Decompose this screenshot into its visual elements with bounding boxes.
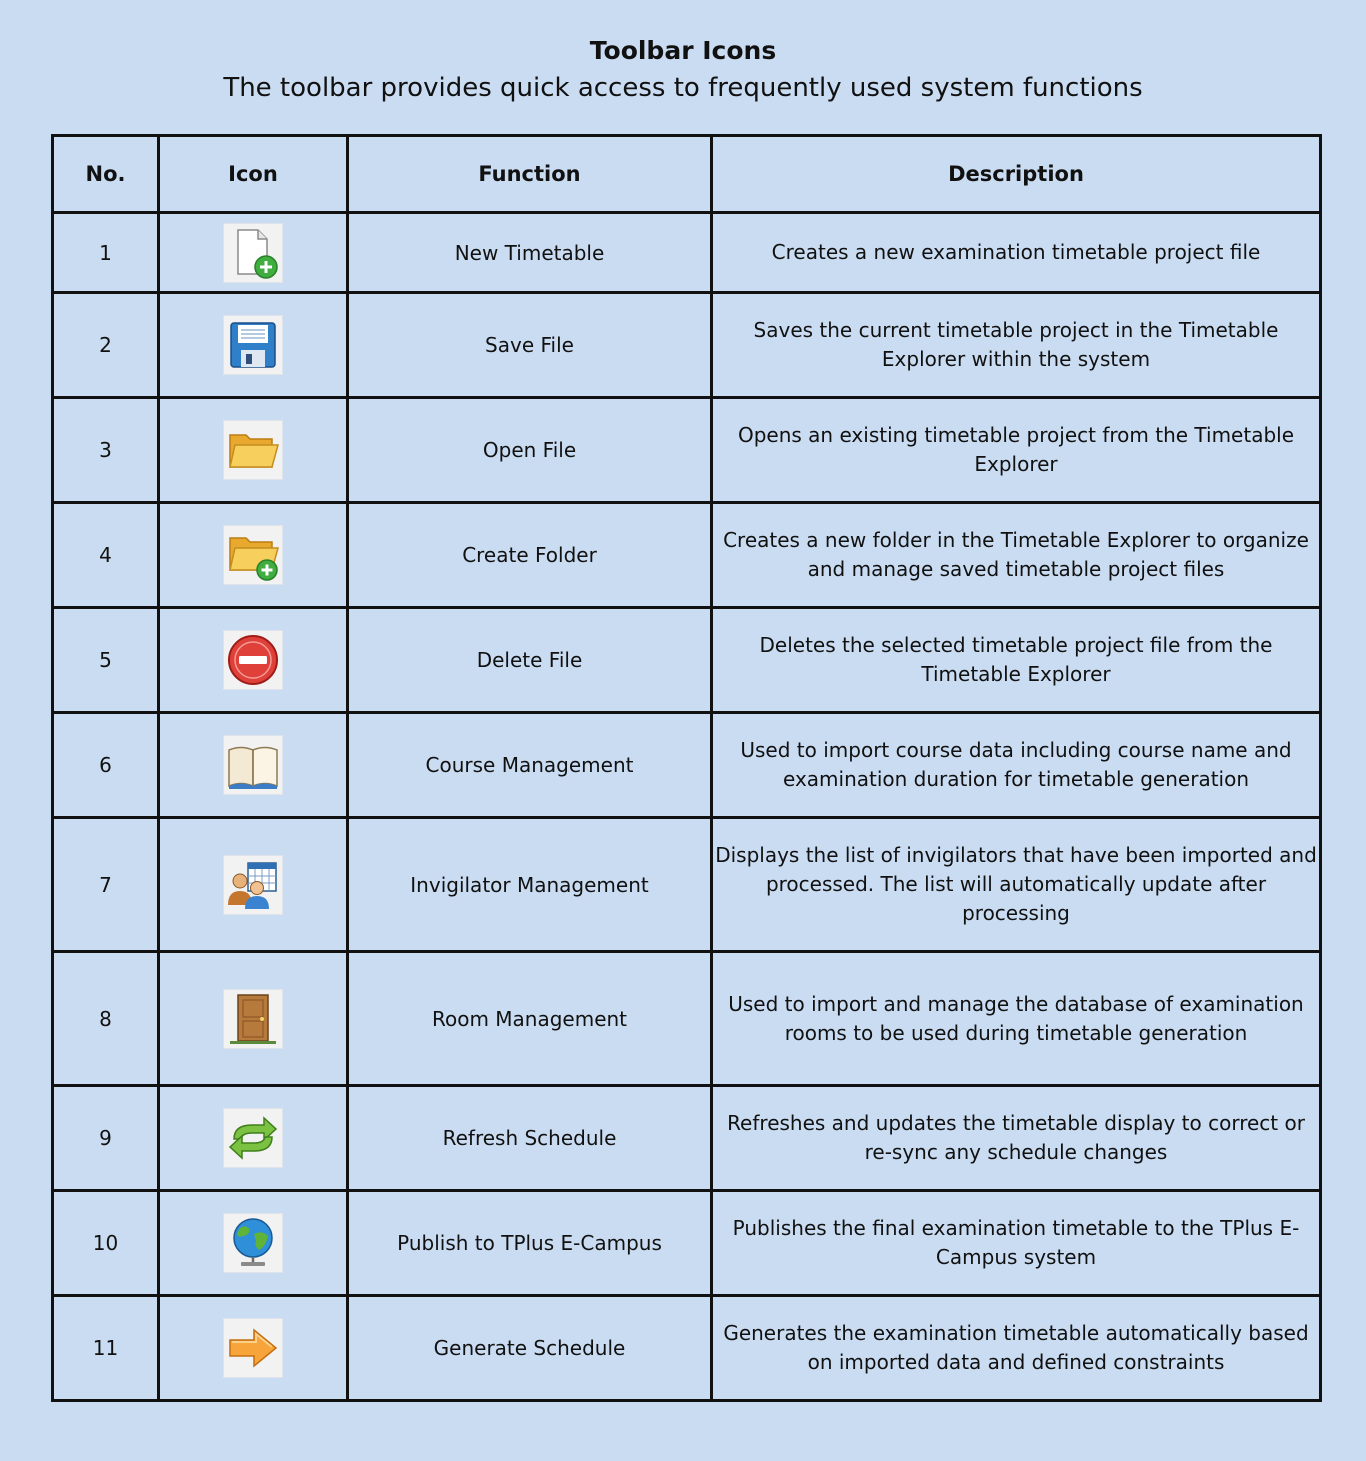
function-description: Creates a new folder in the Timetable Explorer to organize and manage saved timetable project files bbox=[712, 503, 1321, 608]
row-number: 8 bbox=[53, 952, 159, 1086]
table-row bbox=[53, 398, 1321, 503]
page-subtitle: The toolbar provides quick access to frequently used system functions bbox=[223, 73, 1143, 103]
add-folder-icon bbox=[223, 525, 283, 585]
column-header-description: Description bbox=[712, 136, 1321, 213]
row-number: 10 bbox=[53, 1191, 159, 1296]
icon-cell bbox=[159, 398, 348, 503]
table-row bbox=[53, 1086, 1321, 1191]
table-header-row bbox=[53, 136, 1321, 213]
function-name: New Timetable bbox=[348, 213, 712, 293]
table-row bbox=[53, 608, 1321, 713]
table-row bbox=[53, 1191, 1321, 1296]
table-row bbox=[53, 293, 1321, 398]
row-number: 4 bbox=[53, 503, 159, 608]
refresh-arrows-icon bbox=[223, 1108, 283, 1168]
function-name: Course Management bbox=[348, 713, 712, 818]
icon-cell bbox=[159, 1296, 348, 1401]
function-description: Deletes the selected timetable project file from the Timetable Explorer bbox=[712, 608, 1321, 713]
icon-cell bbox=[159, 503, 348, 608]
column-header-function: Function bbox=[348, 136, 712, 213]
door-icon bbox=[223, 989, 283, 1049]
function-name: Publish to TPlus E-Campus bbox=[348, 1191, 712, 1296]
function-description: Creates a new examination timetable project file bbox=[712, 213, 1321, 293]
table-row bbox=[53, 952, 1321, 1086]
row-number: 3 bbox=[53, 398, 159, 503]
function-description: Used to import course data including course name and examination duration for timetable generation bbox=[712, 713, 1321, 818]
column-header-icon: Icon bbox=[159, 136, 348, 213]
row-number: 11 bbox=[53, 1296, 159, 1401]
function-name: Generate Schedule bbox=[348, 1296, 712, 1401]
table-row bbox=[53, 213, 1321, 293]
row-number: 2 bbox=[53, 293, 159, 398]
icon-cell bbox=[159, 213, 348, 293]
function-name: Open File bbox=[348, 398, 712, 503]
row-number: 6 bbox=[53, 713, 159, 818]
function-description: Displays the list of invigilators that have been imported and processed. The list will automatically update after processing bbox=[712, 818, 1321, 952]
right-arrow-icon bbox=[223, 1318, 283, 1378]
function-name: Room Management bbox=[348, 952, 712, 1086]
table-row bbox=[53, 818, 1321, 952]
column-header-no: No. bbox=[53, 136, 159, 213]
icon-cell bbox=[159, 608, 348, 713]
row-number: 5 bbox=[53, 608, 159, 713]
function-name: Invigilator Management bbox=[348, 818, 712, 952]
icon-cell bbox=[159, 293, 348, 398]
function-name: Refresh Schedule bbox=[348, 1086, 712, 1191]
row-number: 9 bbox=[53, 1086, 159, 1191]
people-calendar-icon bbox=[223, 855, 283, 915]
function-name: Delete File bbox=[348, 608, 712, 713]
function-description: Refreshes and updates the timetable display to correct or re-sync any schedule changes bbox=[712, 1086, 1321, 1191]
function-description: Used to import and manage the database of examination rooms to be used during timetable generation bbox=[712, 952, 1321, 1086]
function-name: Save File bbox=[348, 293, 712, 398]
icon-cell bbox=[159, 818, 348, 952]
icon-cell bbox=[159, 1191, 348, 1296]
row-number: 7 bbox=[53, 818, 159, 952]
function-description: Publishes the final examination timetable to the TPlus E-Campus system bbox=[712, 1191, 1321, 1296]
new-file-icon bbox=[223, 223, 283, 283]
function-description: Saves the current timetable project in the Timetable Explorer within the system bbox=[712, 293, 1321, 398]
icon-cell bbox=[159, 713, 348, 818]
page-header bbox=[0, 34, 1366, 106]
function-description: Generates the examination timetable automatically based on imported data and defined constraints bbox=[712, 1296, 1321, 1401]
table-row bbox=[53, 1296, 1321, 1401]
function-description: Opens an existing timetable project from the Timetable Explorer bbox=[712, 398, 1321, 503]
open-folder-icon bbox=[223, 420, 283, 480]
floppy-disk-icon bbox=[223, 315, 283, 375]
row-number: 1 bbox=[53, 213, 159, 293]
function-name: Create Folder bbox=[348, 503, 712, 608]
delete-circle-icon bbox=[223, 630, 283, 690]
open-book-icon bbox=[223, 735, 283, 795]
icon-cell bbox=[159, 1086, 348, 1191]
toolbar-icons-table bbox=[51, 134, 1322, 1402]
table-row bbox=[53, 713, 1321, 818]
globe-icon bbox=[223, 1213, 283, 1273]
page-title: Toolbar Icons bbox=[589, 36, 777, 65]
table-row bbox=[53, 503, 1321, 608]
icon-cell bbox=[159, 952, 348, 1086]
